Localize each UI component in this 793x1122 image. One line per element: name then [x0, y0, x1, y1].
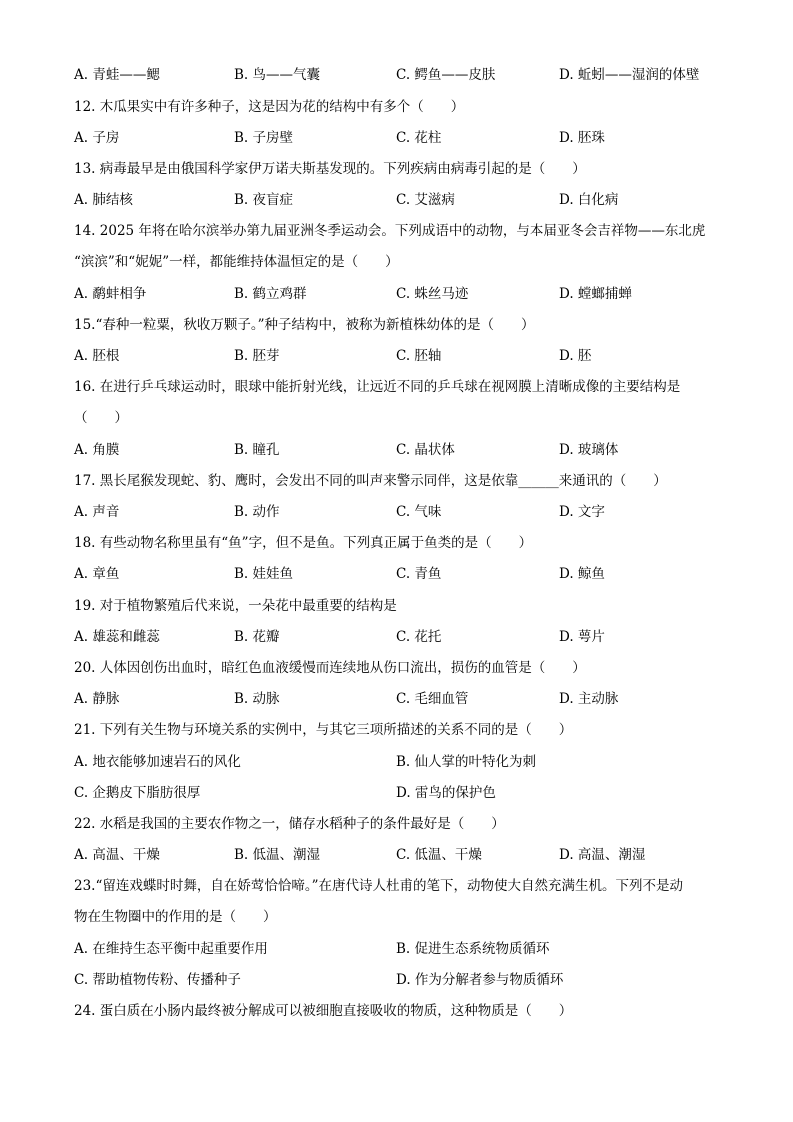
options-row-q19: [74, 626, 724, 648]
option-c: C. 鳄鱼——皮肤: [396, 67, 496, 83]
question-13: 13. 病毒最早是由俄国科学家伊万诺夫斯基发现的。下列疾病由病毒引起的是（ ）: [74, 161, 586, 177]
options-row-q23-ab: [74, 938, 724, 960]
option-c: C. 帮助植物传粉、传播种子: [74, 972, 241, 988]
option-a: A. 高温、干燥: [74, 847, 160, 863]
question-24: 24. 蛋白质在小肠内最终被分解成可以被细胞直接吸收的物质，这种物质是（ ）: [74, 1003, 573, 1019]
option-c: C. 晶状体: [396, 442, 455, 458]
option-b: B. 仙人掌的叶特化为刺: [396, 754, 537, 770]
option-c: C. 花托: [396, 629, 442, 645]
option-c: C. 蛛丝马迹: [396, 286, 469, 302]
option-b: B. 动脉: [234, 691, 280, 707]
option-c: C. 低温、干燥: [396, 847, 482, 863]
option-c: C. 艾滋病: [396, 192, 455, 208]
option-c: C. 气味: [396, 504, 442, 520]
option-b: B. 鸟——气囊: [234, 67, 321, 83]
options-row-q11: [74, 64, 724, 86]
question-20: 20. 人体因创伤出血时，暗红色血液缓慢而连续地从伤口流出，损伤的血管是（ ）: [74, 660, 586, 676]
option-d: D. 白化病: [559, 192, 619, 208]
option-d: D. 螳螂捕蝉: [559, 286, 632, 302]
option-a: A. 静脉: [74, 691, 120, 707]
option-d: D. 胚珠: [559, 130, 605, 146]
options-row-q15: [74, 345, 724, 367]
option-b: B. 动作: [234, 504, 280, 520]
option-b: B. 子房壁: [234, 130, 294, 146]
question-15: 15.“春种一粒粟，秋收万颗子。”种子结构中，被称为新植株幼体的是（ ）: [74, 317, 535, 333]
question-18: 18. 有些动物名称里虽有“鱼”字，但不是鱼。下列真正属于鱼类的是（ ）: [74, 535, 533, 551]
options-row-q16: [74, 439, 724, 461]
question-22: 22. 水稻是我国的主要农作物之一，储存水稻种子的条件最好是（ ）: [74, 816, 505, 832]
option-c: C. 青鱼: [396, 566, 442, 582]
option-d: D. 高温、潮湿: [559, 847, 646, 863]
options-row-q17: [74, 501, 724, 523]
option-a: A. 在维持生态平衡中起重要作用: [74, 941, 268, 957]
option-b: B. 促进生态系统物质循环: [396, 941, 550, 957]
option-b: B. 胚芽: [234, 348, 280, 364]
option-a: A. 胚根: [74, 348, 120, 364]
question-21: 21. 下列有关生物与环境关系的实例中，与其它三项所描述的关系不同的是（ ）: [74, 722, 573, 738]
option-b: B. 娃娃鱼: [234, 566, 294, 582]
question-17: 17. 黑长尾猴发现蛇、豹、鹰时，会发出不同的叫声来警示同伴，这是依靠______来通讯的（ ）: [74, 473, 667, 489]
option-d: D. 作为分解者参与物质循环: [396, 972, 564, 988]
option-c: C. 毛细血管: [396, 691, 469, 707]
option-a: A. 角膜: [74, 442, 120, 458]
option-a: A. 声音: [74, 504, 120, 520]
option-d: D. 蚯蚓——湿润的体壁: [559, 67, 700, 83]
option-c: C. 花柱: [396, 130, 442, 146]
option-b: B. 低温、潮湿: [234, 847, 321, 863]
question-16-line2: （ ）: [74, 410, 128, 426]
option-c: C. 企鹅皮下脂肪很厚: [74, 785, 201, 801]
option-b: B. 花瓣: [234, 629, 280, 645]
question-12: 12. 木瓜果实中有许多种子，这是因为花的结构中有多个（ ）: [74, 99, 465, 115]
option-a: A. 肺结核: [74, 192, 133, 208]
question-23-line2: 物在生物圈中的作用的是（ ）: [74, 909, 277, 925]
options-row-q12: [74, 127, 724, 149]
option-c: C. 胚轴: [396, 348, 442, 364]
options-row-q18: [74, 563, 724, 585]
options-row-q14: [74, 283, 724, 305]
option-a: A. 子房: [74, 130, 120, 146]
options-row-q23-cd: [74, 969, 724, 991]
option-b: B. 夜盲症: [234, 192, 294, 208]
option-d: D. 玻璃体: [559, 442, 619, 458]
option-d: D. 萼片: [559, 629, 605, 645]
option-d: D. 鲸鱼: [559, 566, 605, 582]
options-row-q13: [74, 189, 724, 211]
option-a: A. 章鱼: [74, 566, 120, 582]
question-16-line1: 16. 在进行乒乓球运动时，眼球中能折射光线，让远近不同的乒乓球在视网膜上清晰成像的主要结构是: [74, 379, 681, 395]
question-14-line1: 14. 2025 年将在哈尔滨举办第九届亚洲冬季运动会。下列成语中的动物，与本届亚冬会吉祥物——东北虎: [74, 223, 706, 239]
options-row-q20: [74, 688, 724, 710]
question-14-line2: “滨滨”和“妮妮”一样，都能维持体温恒定的是（ ）: [74, 254, 399, 270]
question-23-line1: 23.“留连戏蝶时时舞，自在娇莺恰恰啼。”在唐代诗人杜甫的笔下，动物使大自然充满生机。下列不是动: [74, 878, 684, 894]
option-d: D. 胚: [559, 348, 592, 364]
option-a: A. 雄蕊和雌蕊: [74, 629, 160, 645]
option-d: D. 文字: [559, 504, 605, 520]
option-b: B. 瞳孔: [234, 442, 280, 458]
option-b: B. 鹤立鸡群: [234, 286, 307, 302]
question-19: 19. 对于植物繁殖后代来说，一朵花中最重要的结构是: [74, 598, 397, 614]
option-a: A. 鹬蚌相争: [74, 286, 147, 302]
option-d: D. 雷鸟的保护色: [396, 785, 496, 801]
options-row-q22: [74, 844, 724, 866]
options-row-q21-cd: [74, 782, 724, 804]
option-a: A. 地衣能够加速岩石的风化: [74, 754, 241, 770]
option-a: A. 青蛙——鳃: [74, 67, 160, 83]
options-row-q21-ab: [74, 751, 724, 773]
option-d: D. 主动脉: [559, 691, 619, 707]
